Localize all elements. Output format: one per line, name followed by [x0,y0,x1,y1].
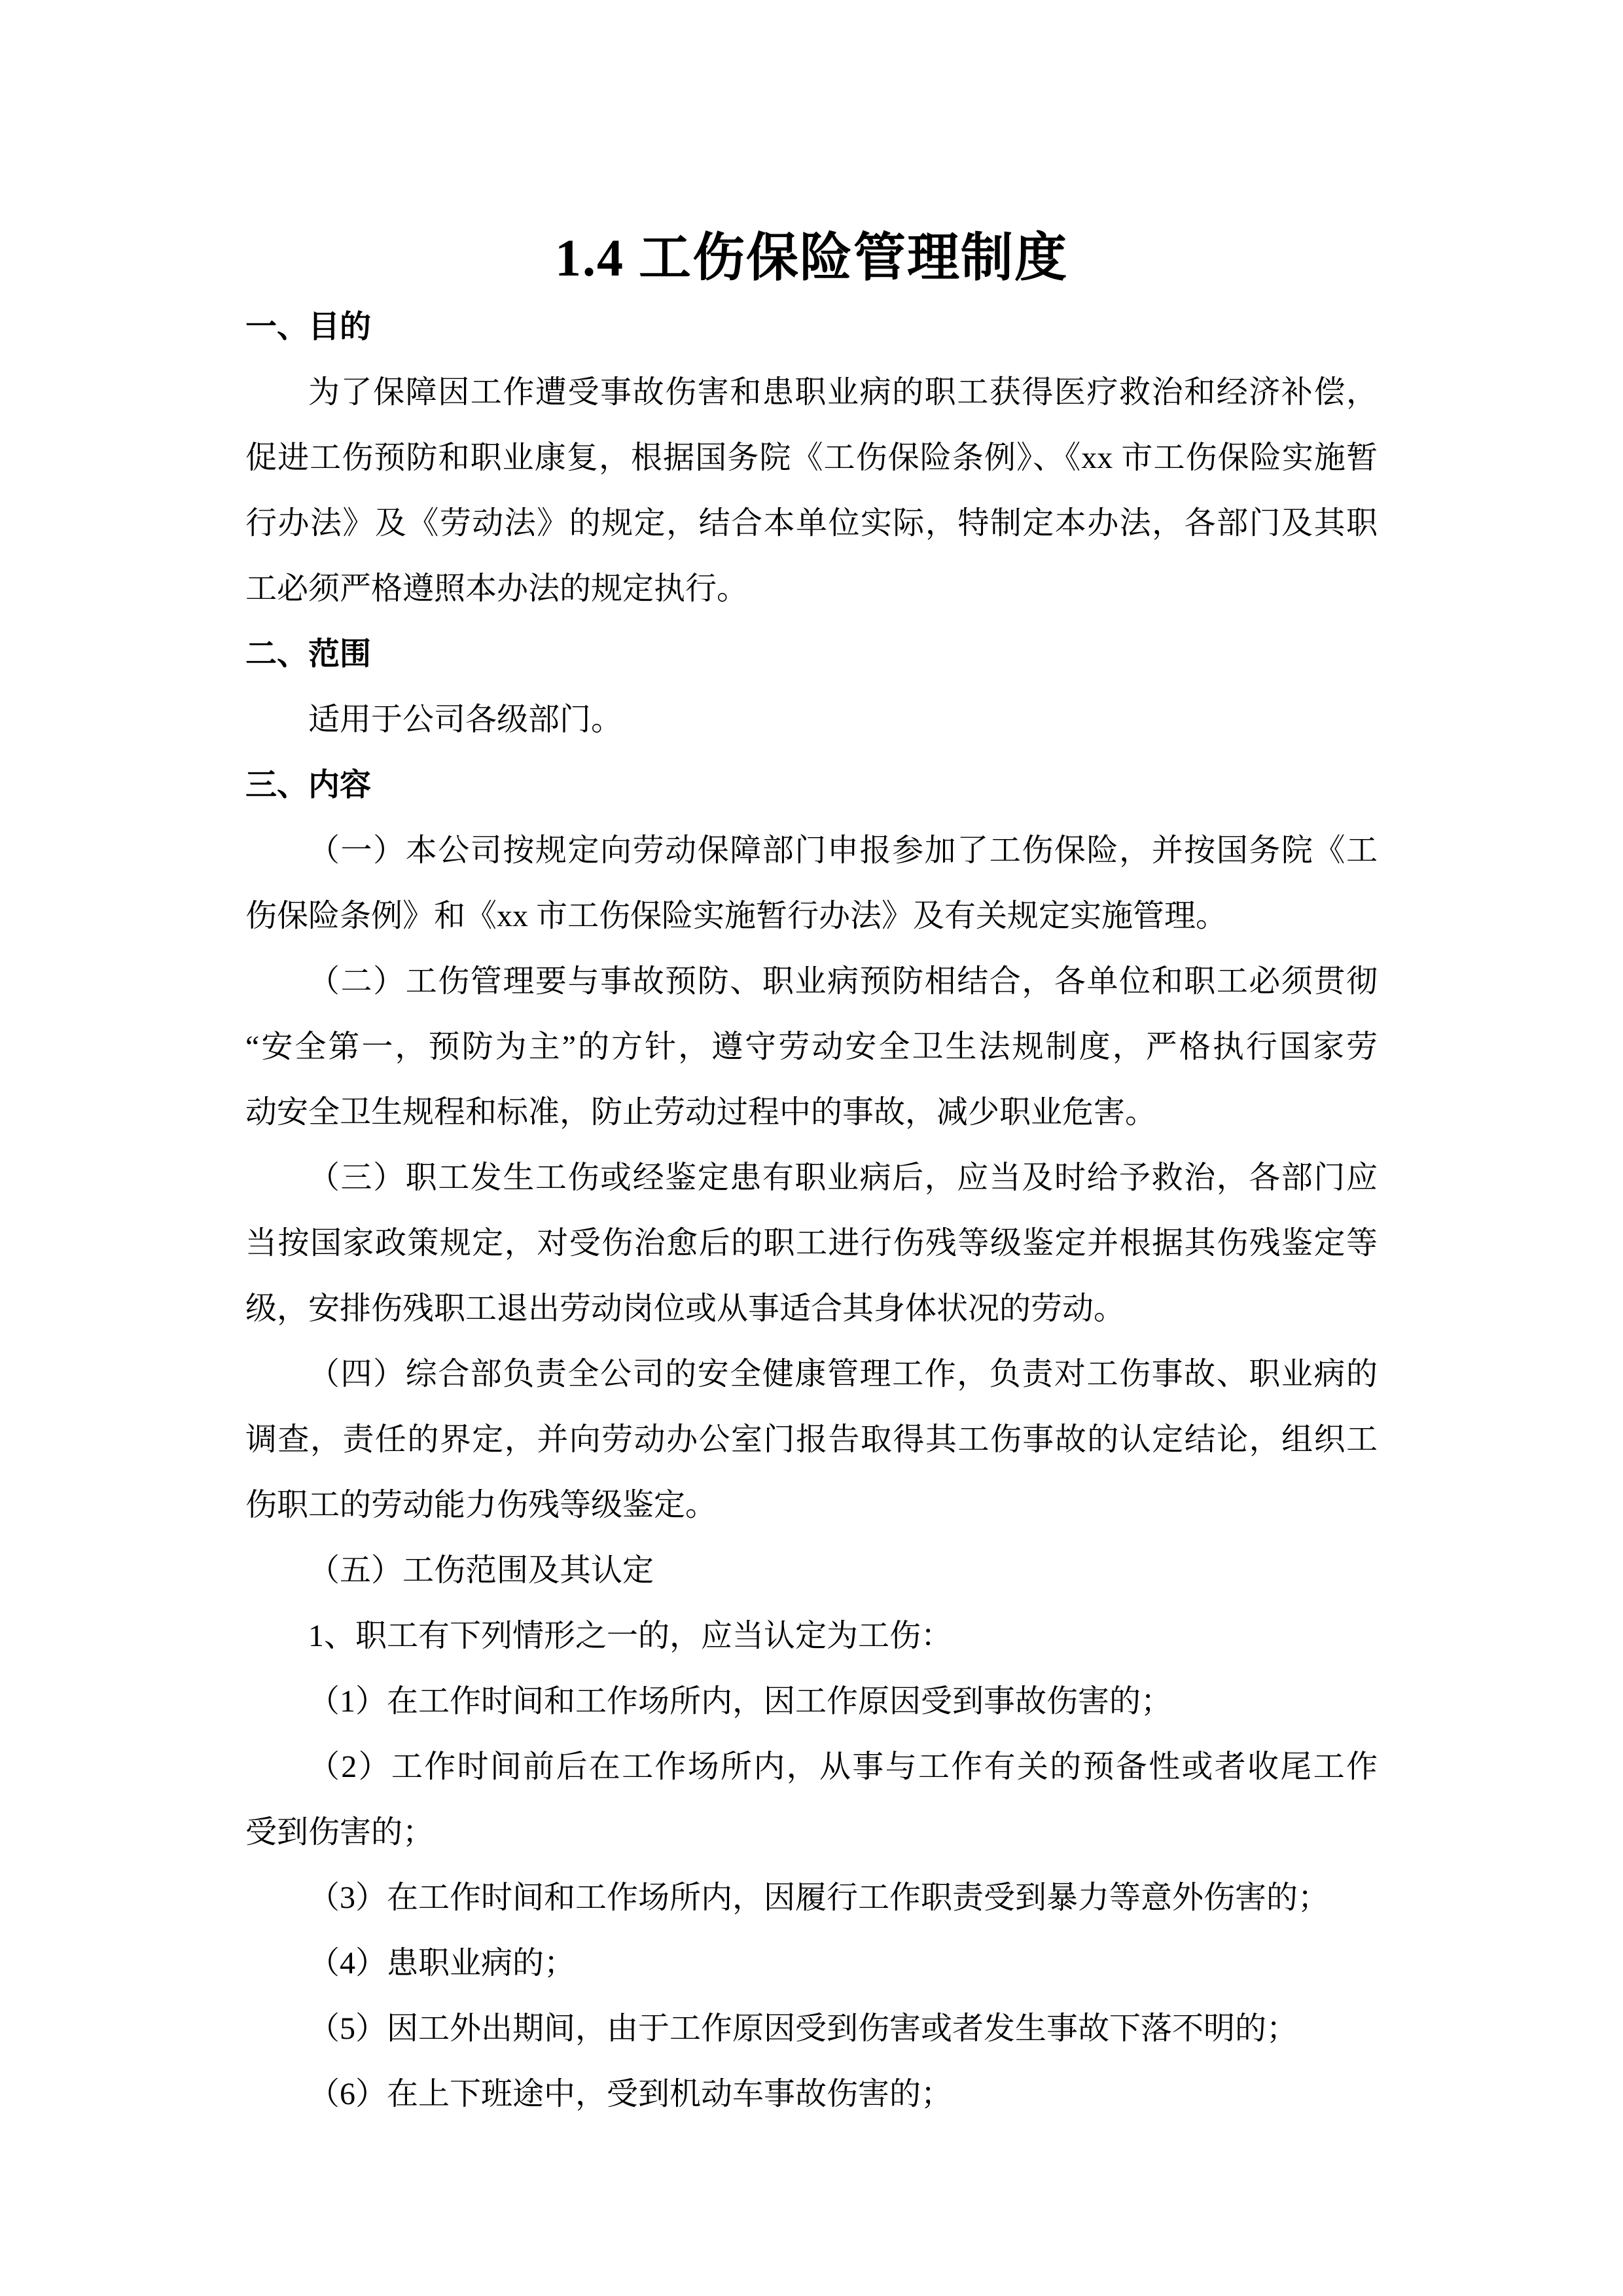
doc-line: （五）工伤范围及其认定 [308,1553,654,1588]
doc-line: （4）患职业病的； [308,1946,576,1981]
heading-content: 三、内容 [245,768,372,802]
doc-line: 工必须严格遵照本办法的规定执行。 [245,571,749,606]
doc-line: （2）工作时间前后在工作场所内，从事与工作有关的预备性或者收尾工作 [308,1749,1378,1784]
doc-line: 适用于公司各级部门。 [308,702,623,737]
doc-line: （3）在工作时间和工作场所内，因履行工作职责受到暴力等意外伤害的； [308,1880,1330,1915]
doc-line: 伤保险条例》和《xx 市工伤保险实施暂行办法》及有关规定实施管理。 [245,899,1228,933]
doc-line: 级，安排伤残职工退出劳动岗位或从事适合其身体状况的劳动。 [245,1291,1126,1326]
doc-line: （三）职工发生工伤或经鉴定患有职业病后，应当及时给予救治，各部门应 [308,1160,1378,1195]
doc-line: 调查，责任的界定，并向劳动办公室门报告取得其工伤事故的认定结论，组织工 [245,1422,1378,1457]
doc-line: 1、职工有下列情形之一的，应当认定为工伤： [308,1619,953,1653]
heading-scope: 二、范围 [245,637,372,672]
heading-purpose: 一、目的 [245,310,372,344]
doc-line: 动安全卫生规程和标准，防止劳动过程中的事故，减少职业危害。 [245,1095,1157,1130]
doc-line: （二）工伤管理要与事故预防、职业病预防相结合，各单位和职工必须贯彻 [308,964,1378,999]
page-title: 1.4 工伤保险管理制度 [555,230,1068,287]
doc-line: 受到伤害的； [245,1815,435,1850]
doc-line: （一）本公司按规定向劳动保障部门申报参加了工伤保险，并按国务院《工 [308,833,1378,868]
doc-line: 当按国家政策规定，对受伤治愈后的职工进行伤残等级鉴定并根据其伤残鉴定等 [245,1226,1378,1261]
doc-line: （1）在工作时间和工作场所内，因工作原因受到事故伤害的； [308,1684,1173,1719]
doc-line: （6）在上下班途中，受到机动车事故伤害的； [308,2077,953,2111]
doc-line: 行办法》及《劳动法》的规定，结合本单位实际，特制定本办法，各部门及其职 [245,506,1378,541]
doc-line: 伤职工的劳动能力伤残等级鉴定。 [245,1488,717,1522]
doc-line: 促进工伤预防和职业康复，根据国务院《工伤保险条例》、《xx 市工伤保险实施暂 [245,440,1378,475]
doc-line: 为了保障因工作遭受事故伤害和患职业病的职工获得医疗救治和经济补偿， [308,375,1378,410]
doc-line: “安全第一，预防为主”的方针，遵守劳动安全卫生法规制度，严格执行国家劳 [245,1030,1378,1064]
doc-line: （四）综合部负责全公司的安全健康管理工作，负责对工伤事故、职业病的 [308,1357,1378,1391]
doc-line: （5）因工外出期间，由于工作原因受到伤害或者发生事故下落不明的； [308,2011,1298,2046]
